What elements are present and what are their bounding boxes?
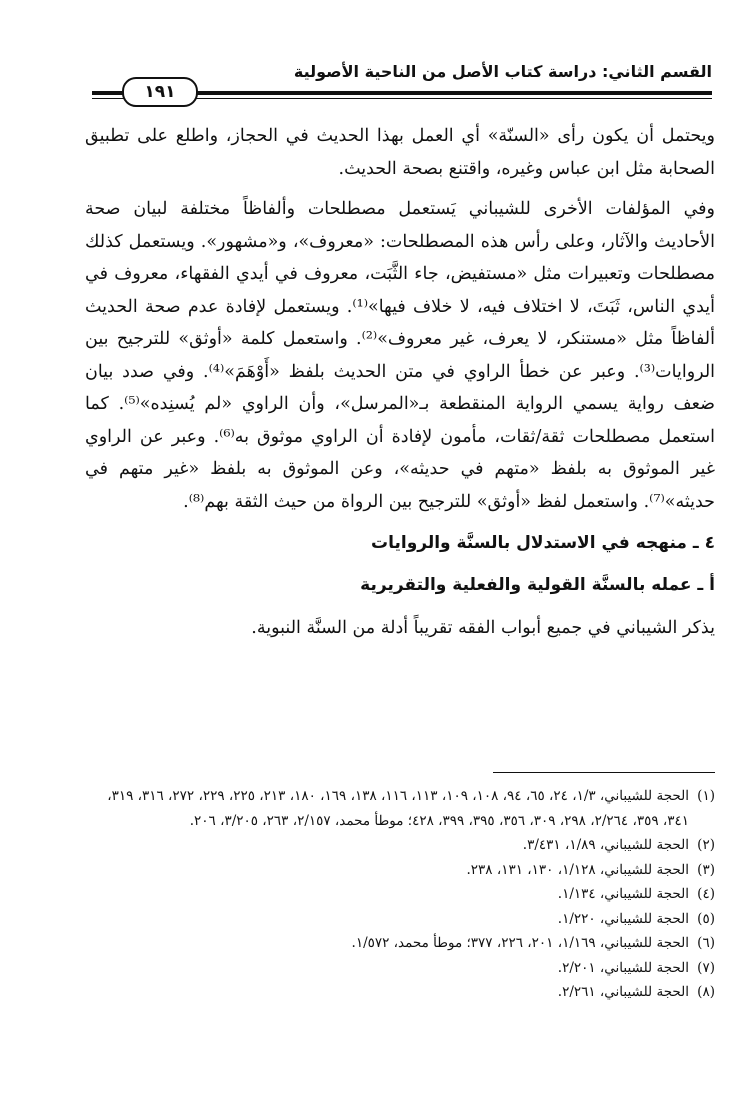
footnote-item (85, 931, 715, 956)
footnote-text: الحجة للشيباني، ٢/٢٠١. (557, 959, 689, 976)
footnote-number: (٧) (697, 959, 715, 976)
closing-paragraph: يذكر الشيباني في جميع أبواب الفقه تقريباً أدلة من السنَّة النبوية. (251, 618, 715, 638)
footnote-text: الحجة للشيباني، ١/١٣٤. (557, 886, 689, 902)
footnote-item (85, 858, 715, 883)
paragraph-1: ويحتمل أن يكون رأى «السنّة» أي العمل بهذا الحديث في الحجاز، واطلع على تطبيق الصحابة مثل ابن عباس وغيره، واقتنع بصحة الحديث. (85, 126, 715, 179)
footnote-text: الحجة للشيباني، ١/٢٢٠. (557, 910, 689, 927)
footnote-text: الحجة للشيباني، ١/١٦٩، ٢٠١، ٢٢٦، ٣٧٧؛ موطأ محمد، ١/٥٧٢. (351, 935, 689, 951)
page-body (85, 120, 715, 653)
section-heading: ٤ ـ منهجه في الاستدلال بالسنَّة والروايات (371, 533, 715, 553)
footnote-item (85, 956, 715, 981)
footnote-number: (٢) (697, 837, 715, 853)
subsection-heading: أ ـ عمله بالسنَّة القولية والفعلية والتقريرية (360, 575, 715, 595)
footnote-number: (٨) (697, 984, 715, 1000)
page-header (92, 60, 712, 110)
footnote-text: الحجة للشيباني، ١/١٢٨، ١٣٠، ١٣١، ٢٣٨. (466, 861, 689, 878)
footnote-item (85, 882, 715, 907)
footnote-number: (٦) (697, 935, 715, 951)
footnote-text: الحجة للشيباني، ١/٣، ٢٤، ٦٥، ٩٤، ١٠٨، ١٠٩، ١١٣، ١١٦، ١٣٨، ١٦٩، ١٨٠، ٢١٣، ٢٢٥، ٢٢٩، ٢٧٢، ٣١٦، ٣١٩، ٣٤١، ٣٥٩، ٢/٢٦٤، ٢٩٨، ٣٠٩، ٣٥٦، ٣٩٥، ٣٩٩، ٤٢٨؛ موطأ محمد، ٢/١٥٧، ٢٦٣، ٣/٢٠٥، ٢٠٦. (107, 788, 689, 829)
footnote-number: (٤) (697, 886, 715, 902)
footnote-separator (493, 772, 715, 773)
footnote-text: الحجة للشيباني، ٢/٢٦١. (557, 984, 689, 1000)
footnote-text: الحجة للشيباني، ١/٨٩، ٣/٤٣١. (522, 837, 689, 853)
running-title: القسم الثاني: دراسة كتاب الأصل من الناحية الأصولية (293, 62, 712, 81)
footnote-number: (٣) (697, 861, 715, 878)
footnote-item (85, 833, 715, 858)
footnote-item (85, 980, 715, 1005)
paragraph-2: وفي المؤلفات الأخرى للشيباني يَستعمل مصطلحات وألفاظاً مختلفة لبيان صحة الأحاديث والآثار، وعلى رأس هذه المصطلحات: «معروف»، و«مشهور». ويستعمل كذلك مصطلحات وتعبيرات مثل «مستفيض، جاء الثَّبَت، معروف في أيدي الفقهاء، معروف في أيدي الناس، ثَبَتَ، لا اختلاف فيه، لا خلاف فيها»⁽¹⁾. ويستعمل لإفادة عدم صحة الحديث ألفاظاً مثل «مستنكر، لا يعرف، غير معروف»⁽²⁾. واستعمل كلمة «أوثق» للترجيح بين الروايات⁽³⁾. وعبر عن خطأ الراوي في متن الحديث بلفظ «أَوْهَمَ»⁽⁴⁾. وفي صدد بيان ضعف رواية يسمي الرواية المنقطعة بـ«المرسل»، وأن الراوي «لم يُسنِده»⁽⁵⁾. كما استعمل مصطلحات ثقة/ثقات، مأمون لإفادة أن الراوي موثوق به⁽⁶⁾. وعبر عن الراوي غير الموثوق به بلفظ «متهم في حديثه»، وعن الموثوق به بلفظ «غير متهم في حديثه»⁽⁷⁾. واستعمل لفظ «أوثق» للترجيح بين الرواة من حيث الثقة بهم⁽⁸⁾. (85, 199, 716, 512)
footnotes-list (85, 784, 715, 1005)
footnote-number: (١) (697, 788, 715, 804)
footnote-item (85, 784, 715, 833)
footnote-number: (٥) (697, 910, 715, 927)
footnote-item (85, 907, 715, 932)
page-number-badge: ١٩١ (122, 77, 198, 107)
